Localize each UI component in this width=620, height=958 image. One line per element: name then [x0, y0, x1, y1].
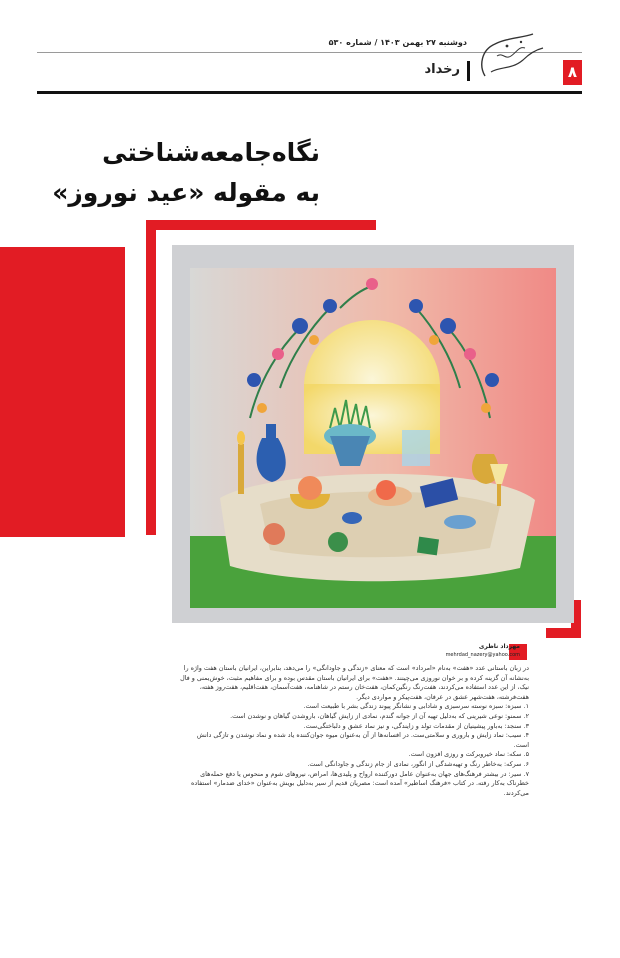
article-title — [20, 133, 320, 213]
title-line-2: به مقوله «عید نوروز» — [52, 178, 320, 207]
body-paragraph: ۵. سکه: نماد خیروبرکت و روزی افزون است. — [408, 750, 529, 759]
page-number-badge: ۸ — [563, 60, 582, 85]
body-paragraph: ۲. سمنو: نوعی شیرینی که به‌دلیل تهیه آن از جوانه گندم، نمادی از زایش گیاهان، باروشدن گیاهان و نوشدن است. — [230, 711, 529, 720]
section-label: رخداد — [424, 62, 460, 77]
haft-sin-illustration — [190, 268, 556, 608]
issue-date: دوشنبه ۲۷ بهمن ۱۴۰۳ / شماره ۵۳۰ — [328, 38, 467, 47]
author-name: مهرداد ناظری — [478, 643, 520, 650]
section-divider — [467, 61, 470, 81]
red-block-left — [0, 247, 125, 537]
title-line-1: نگاه‌جامعه‌شناختی — [102, 138, 320, 167]
author-email: mehrdad_nazery@yahoo.com — [445, 652, 520, 658]
article-body — [180, 664, 529, 798]
body-paragraph: ۶. سرکه: به‌خاطر رنگ و تهیه‌شدگی از انگور، نمادی از جام زندگی و جاودانگی است. — [307, 759, 529, 768]
body-paragraph: ۱. سبزه: سبزه نوسته سرسبزی و شادابی و نشانگر پیوند زندگی بشر با طبیعت است. — [303, 702, 529, 711]
body-paragraph: ۷. سیر: در بیشتر فرهنگ‌های جهان به‌عنوان عامل دورکننده ارواح و پلیدی‌ها، امراض، نیروهای شوم و منحوس یا دفع حمله‌های خطرناک به‌کار رفته. در کتاب «فرهنگ اساطیر» آمده است: مصریان قدیم از سیر به‌دلیل بویش به‌عنوان «خدای ضدمار» استفاده می‌کردند. — [191, 769, 529, 797]
body-paragraph: در زبان باستانی عدد «هفت» به‌نام «امرداد» است که معنای «زندگی و جاودانگی» را می‌دهد، بنابراین، ایرانیان باستان هفت واژه را به‌نشانه آن گزینه کرده و بر خوان نوروزی می‌چینند. «هفت» برای ایرانیان باستان مقدس بوده و برای مفاهیم مثبت، خوش‌یمنی و فال نیک، از این عدد استفاده می‌کردند، هفت‌رنگ رنگین‌کمان، هفت‌خان رستم در شاهنامه، هفت‌آسمان، هفت‌اقلیم، هفت‌روز هفته، هفت‌فرشته، هفت‌شهر عشق در عرفان، هفت‌پیکر و مواردی دیگر. — [180, 664, 529, 701]
body-paragraph: ۴. سیب: نماد زایش و باروری و سلامتی‌ست. در افسانه‌ها از آن به‌عنوان میوه جوان‌کننده یاد شده و نماد نوشدن و تازگی دانش است. — [196, 731, 529, 749]
body-paragraph: ۳. سنجد: به‌باور پیشینیان از مقدمات تولد و زایندگی، و نیز نماد عشق و دلباختگی‌ست. — [303, 721, 529, 730]
red-bar-vertical — [146, 220, 156, 535]
header-rule — [37, 91, 582, 94]
red-bar-top — [146, 220, 376, 230]
newspaper-logo — [477, 26, 549, 88]
